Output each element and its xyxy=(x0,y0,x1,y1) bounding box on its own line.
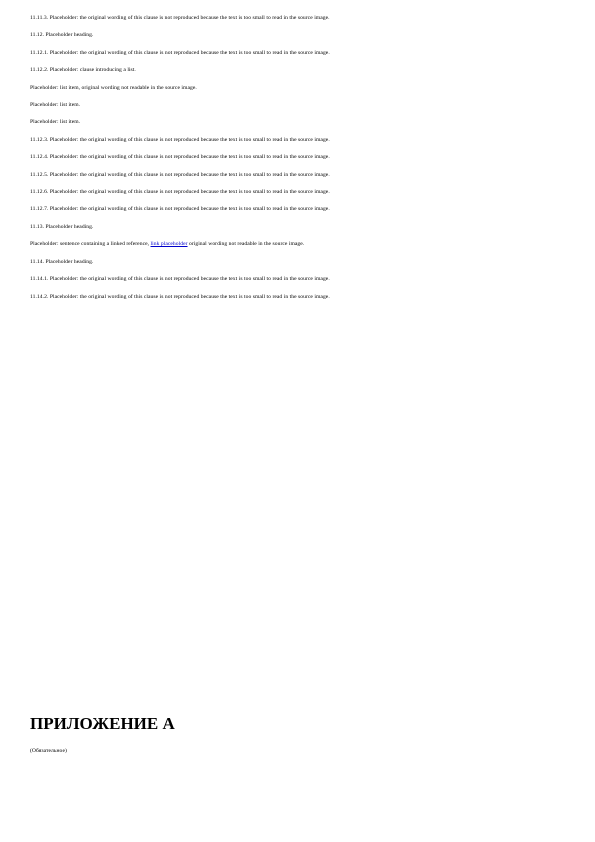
appendix-subtitle: (Обязательное) xyxy=(30,748,67,754)
list-item-cost-estimates: Placeholder: list item. xyxy=(30,119,81,126)
paragraph-11-13-body xyxy=(30,240,570,248)
paragraph-11-12-7: 11.12.7. Placeholder: the original wording of this clause is not reproduced because the text is too small to read in the source image. xyxy=(30,206,330,213)
list-item-object-estimates: Placeholder: list item. xyxy=(30,102,81,109)
list-item-summary-estimate: Placeholder: list item, original wording not readable in the source image. xyxy=(30,84,197,91)
section-heading-11-13: 11.13. Placeholder heading. xyxy=(30,223,94,230)
paragraph-11-12-6: 11.12.6. Placeholder: the original wording of this clause is not reproduced because the text is too small to read in the source image. xyxy=(30,189,330,196)
paragraph-11-14-1: 11.14.1. Placeholder: the original wording of this clause is not reproduced because the text is too small to read in the source image. xyxy=(30,276,330,283)
reference-text-before: Placeholder: sentence containing a linked reference, xyxy=(30,241,151,248)
appendix-title: ПРИЛОЖЕНИЕ А xyxy=(30,714,175,733)
section-heading-11-14: 11.14. Placeholder heading. xyxy=(30,258,94,265)
document-body xyxy=(30,14,570,310)
paragraph-11-12-3: 11.12.3. Placeholder: the original wording of this clause is not reproduced because the text is too small to read in the source image. xyxy=(30,136,330,143)
paragraph-11-14-2: 11.14.2. Placeholder: the original wording of this clause is not reproduced because the text is too small to read in the source image. xyxy=(30,293,330,300)
snip-reference-link[interactable]: link placeholder xyxy=(150,241,188,248)
section-heading-11-12: 11.12. Placeholder heading. xyxy=(30,32,94,39)
reference-text-after: original wording not readable in the source image. xyxy=(187,241,305,248)
paragraph-11-12-4: 11.12.4. Placeholder: the original wording of this clause is not reproduced because the text is too small to read in the source image. xyxy=(30,154,330,161)
paragraph-11-11-3: 11.11.3. Placeholder: the original wording of this clause is not reproduced because the text is too small to read in the source image. xyxy=(30,15,330,21)
paragraph-11-12-1: 11.12.1. Placeholder: the original wording of this clause is not reproduced because the text is too small to read in the source image. xyxy=(30,49,330,56)
paragraph-11-12-5: 11.12.5. Placeholder: the original wording of this clause is not reproduced because the text is too small to read in the source image. xyxy=(30,171,330,178)
paragraph-11-12-2: 11.12.2. Placeholder: clause introducing a list. xyxy=(30,67,136,74)
